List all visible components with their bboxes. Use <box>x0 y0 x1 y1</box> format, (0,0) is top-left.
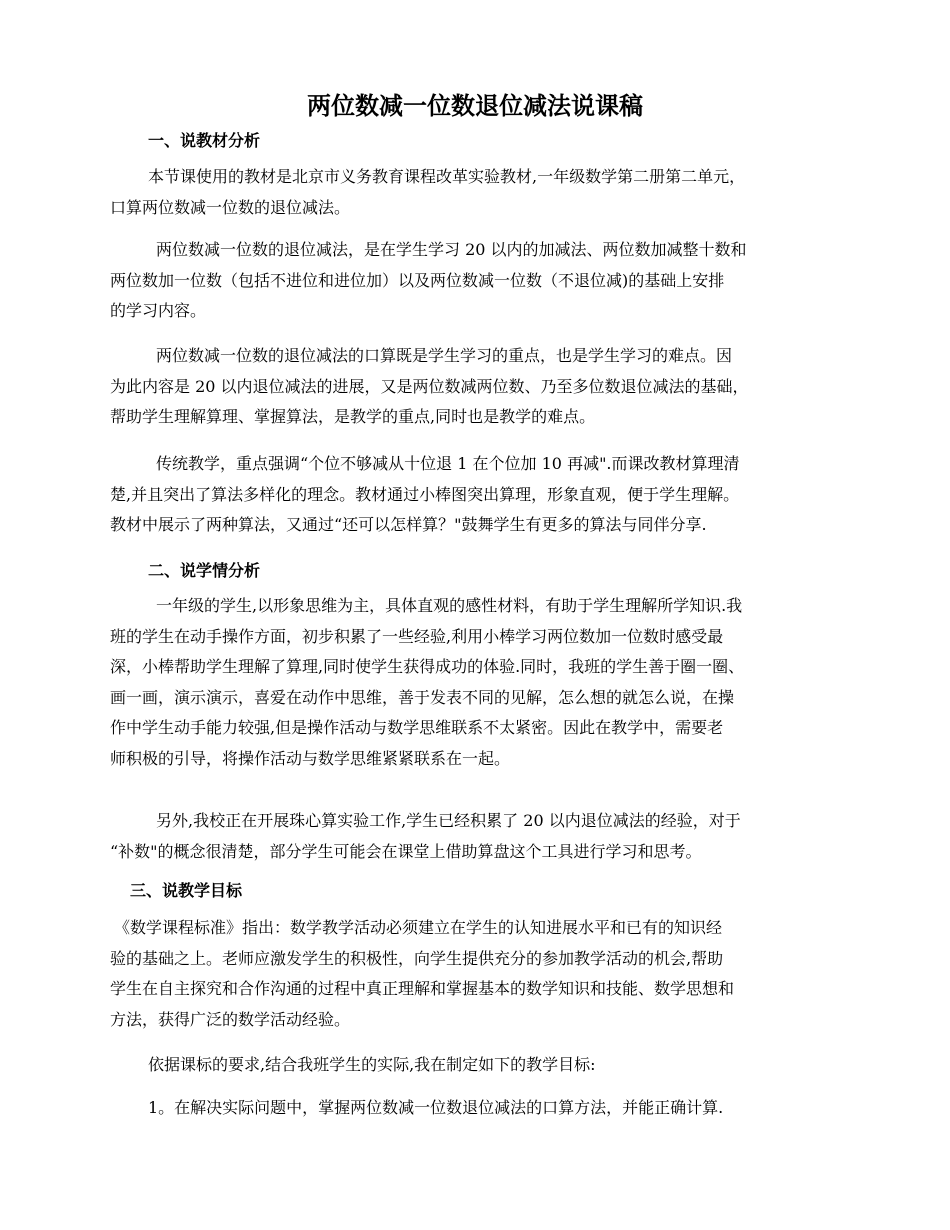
paragraph-line: 教材中展示了两种算法，又通过“还可以怎样算？"鼓舞学生有更多的算法与同伴分享. <box>110 515 707 535</box>
document-title: 两位数减一位数退位减法说课稿 <box>307 91 643 120</box>
paragraph-line: 验的基础之上。老师应激发学生的积极性，向学生提供充分的参加教学活动的机会,帮助 <box>110 948 724 968</box>
paragraph-line: 方法，获得广泛的数学活动经验。 <box>110 1009 351 1029</box>
section-heading-student-analysis: 二、说学情分析 <box>148 561 261 580</box>
paragraph <box>110 591 855 775</box>
paragraph-line: 楚,并且突出了算法多样化的理念。教材通过小棒图突出算理，形象直观，便于学生理解。 <box>110 484 740 504</box>
paragraph <box>110 913 855 1035</box>
paragraph-line: 作中学生动手能力较强,但是操作活动与数学思维联系不太紧密。因此在教学中，需要老 <box>110 718 724 738</box>
paragraph-line: 为此内容是 20 以内退位减法的进展，又是两位数减两位数、乃至多位数退位减法的基础， <box>110 376 749 396</box>
paragraph-line: 帮助学生理解算理、掌握算法，是教学的重点,同时也是教学的难点。 <box>110 407 596 427</box>
paragraph-line: 1。在解决实际问题中，掌握两位数减一位数退位减法的口算方法，并能正确计算. <box>148 1098 724 1117</box>
paragraph <box>110 235 855 327</box>
paragraph-line: “补数"的概念很清楚，部分学生可能会在课堂上借助算盘这个工具进行学习和思考。 <box>110 841 702 861</box>
paragraph-line: 一年级的学生,以形象思维为主，具体直观的感性材料，有助于学生理解所学知识.我 <box>156 596 743 615</box>
paragraph <box>110 1050 855 1081</box>
section-heading-teaching-objectives: 三、说教学目标 <box>130 881 243 900</box>
paragraph-line: 传统教学，重点强调“个位不够减从十位退 1 在个位加 10 再减".而课改教材算理清 <box>156 454 740 473</box>
paragraph-line: 画一画，演示演示，喜爱在动作中思维，善于发表不同的见解，怎么想的就怎么说，在操 <box>110 687 735 707</box>
paragraph-line: 另外,我校正在开展珠心算实验工作,学生已经积累了 20 以内退位减法的经验，对于 <box>156 811 741 830</box>
paragraph-line: 《数学课程标准》指出：数学教学活动必须建立在学生的认知进展水平和已有的知识经 <box>114 918 723 937</box>
paragraph <box>110 1093 855 1124</box>
paragraph-line: 两位数减一位数的退位减法的口算既是学生学习的重点，也是学生学习的难点。因 <box>156 346 733 365</box>
paragraph-line: 班的学生在动手操作方面，初步积累了一些经验,利用小棒学习两位数加一位数时感受最 <box>110 626 724 646</box>
section-heading-teaching-material: 一、说教材分析 <box>148 131 261 150</box>
paragraph-line: 师积极的引导，将操作活动与数学思维紧紧联系在一起。 <box>110 748 511 768</box>
paragraph <box>110 806 855 867</box>
paragraph-line: 口算两位数减一位数的退位减法。 <box>110 197 351 217</box>
paragraph-line: 本节课使用的教材是北京市义务教育课程改革实验教材,一年级数学第二册第二单元， <box>148 167 746 186</box>
paragraph-line: 的学习内容。 <box>110 301 207 321</box>
paragraph-line: 依据课标的要求,结合我班学生的实际,我在制定如下的教学目标: <box>148 1055 596 1074</box>
paragraph <box>110 162 855 223</box>
paragraph-line: 两位数减一位数的退位减法，是在学生学习 20 以内的加减法、两位数加减整十数和 <box>156 240 747 259</box>
paragraph-line: 学生在自主探究和合作沟通的过程中真正理解和掌握基本的数学知识和技能、数学思想和 <box>110 979 735 999</box>
paragraph-line: 两位数加一位数（包括不进位和进位加）以及两位数减一位数（不退位减)的基础上安排 <box>110 270 725 290</box>
paragraph <box>110 341 855 433</box>
paragraph <box>110 449 855 541</box>
paragraph-line: 深，小棒帮助学生理解了算理,同时使学生获得成功的体验.同时，我班的学生善于圈一圈、 <box>110 657 745 677</box>
